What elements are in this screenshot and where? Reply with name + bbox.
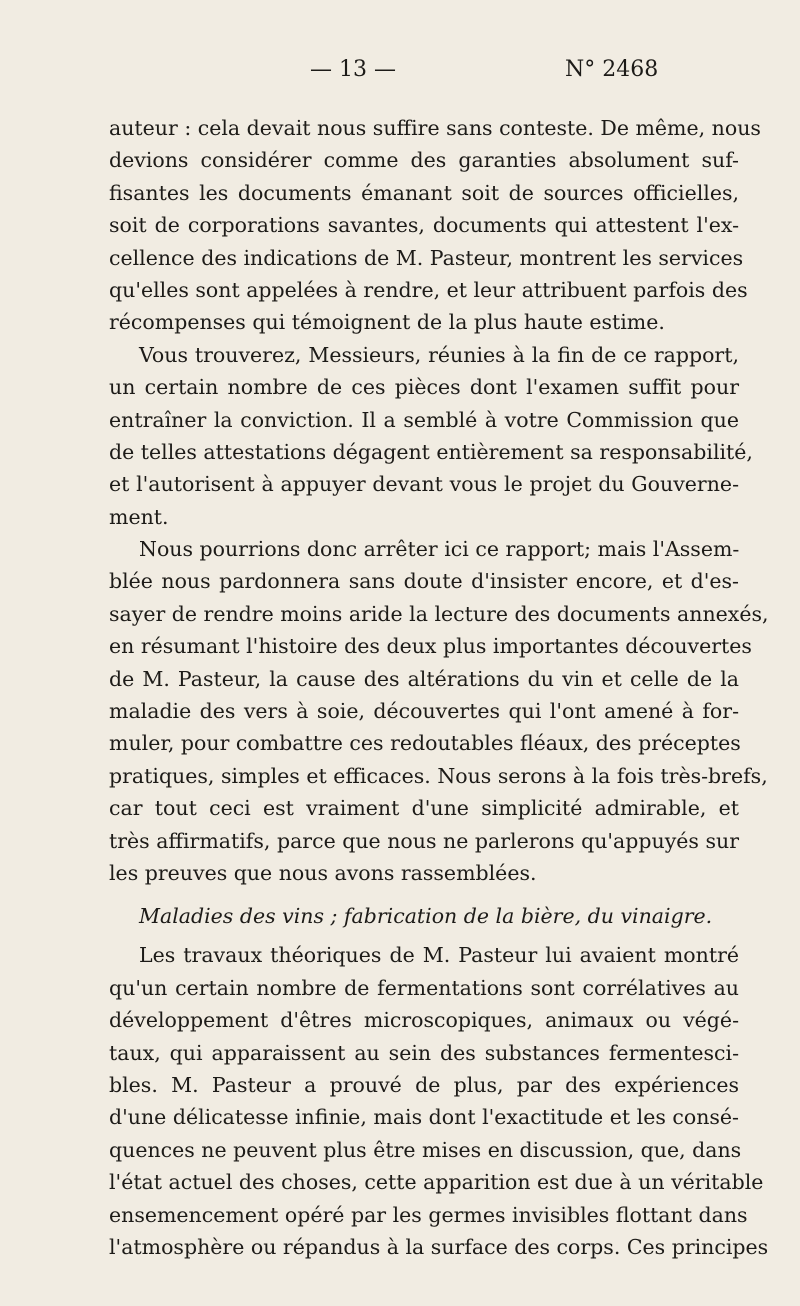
text-line: un certain nombre de ces pièces dont l'examen suffit pour xyxy=(109,375,739,400)
text-line: sayer de rendre moins aride la lecture des documents annexés, xyxy=(109,601,769,626)
text-line: l'état actuel des choses, cette apparition est due à un véritable xyxy=(109,1170,764,1195)
text-line: de M. Pasteur, la cause des altérations du vin et celle de la xyxy=(109,666,739,691)
text-line: ensemencement opéré par les germes invisibles flottant dans xyxy=(109,1202,748,1227)
text-line: quences ne peuvent plus être mises en discussion, que, dans xyxy=(109,1137,742,1162)
text-line: blée nous pardonnera sans doute d'insister encore, et d'es- xyxy=(109,569,739,594)
section-title: Maladies des vins ; fabrication de la bière, du vinaigre. xyxy=(139,904,713,929)
text-line: muler, pour combattre ces redoutables fléaux, des préceptes xyxy=(109,731,741,756)
text-line: devions considérer comme des garanties absolument suf- xyxy=(109,148,739,173)
text-line: qu'un certain nombre de fermentations sont corrélatives au xyxy=(109,975,739,1000)
text-line: entraîner la conviction. Il a semblé à votre Commission que xyxy=(109,407,739,432)
text-line: Les travaux théoriques de M. Pasteur lui avaient montré xyxy=(139,943,739,968)
text-line: auteur : cela devait nous suffire sans conteste. De même, nous xyxy=(109,116,761,140)
text-line: Nous pourrions donc arrêter ici ce rapport; mais l'Assem- xyxy=(139,537,740,562)
document-number: N° 2468 xyxy=(565,57,659,82)
text-line: l'atmosphère ou répandus à la surface des corps. Ces principes xyxy=(109,1234,769,1259)
text-line: et l'autorisent à appuyer devant vous le projet du Gouverne- xyxy=(109,472,739,497)
page-header xyxy=(0,57,800,93)
text-line: très affirmatifs, parce que nous ne parlerons qu'appuyés sur xyxy=(109,828,739,853)
text-line: en résumant l'histoire des deux plus importantes découvertes xyxy=(109,634,752,659)
page-number: — 13 — xyxy=(310,57,396,82)
text-line: fisantes les documents émanant soit de sources officielles, xyxy=(109,180,739,205)
text-line: Vous trouverez, Messieurs, réunies à la fin de ce rapport, xyxy=(139,342,739,367)
body-text xyxy=(109,112,769,1263)
text-line: les preuves que nous avons rassemblées. xyxy=(109,860,537,885)
text-line: qu'elles sont appelées à rendre, et leur attribuent parfois des xyxy=(109,277,748,302)
text-line: car tout ceci est vraiment d'une simplicité admirable, et xyxy=(109,796,739,821)
text-line: récompenses qui témoignent de la plus haute estime. xyxy=(109,310,665,335)
text-line: maladie des vers à soie, découvertes qui l'ont amené à for- xyxy=(109,699,739,724)
text-line: développement d'êtres microscopiques, animaux ou végé- xyxy=(109,1008,739,1033)
text-line: de telles attestations dégagent entièrement sa responsabilité, xyxy=(109,439,753,464)
text-line: soit de corporations savantes, documents qui attestent l'ex- xyxy=(109,213,739,238)
text-line: ment. xyxy=(109,504,169,529)
text-line: pratiques, simples et efficaces. Nous serons à la fois très-brefs, xyxy=(109,763,768,788)
text-line: d'une délicatesse infinie, mais dont l'exactitude et les consé- xyxy=(109,1105,739,1130)
text-line: taux, qui apparaissent au sein des substances fermentesci- xyxy=(109,1040,739,1065)
text-line: cellence des indications de M. Pasteur, montrent les services xyxy=(109,245,744,270)
text-line: bles. M. Pasteur a prouvé de plus, par des expériences xyxy=(109,1072,739,1097)
